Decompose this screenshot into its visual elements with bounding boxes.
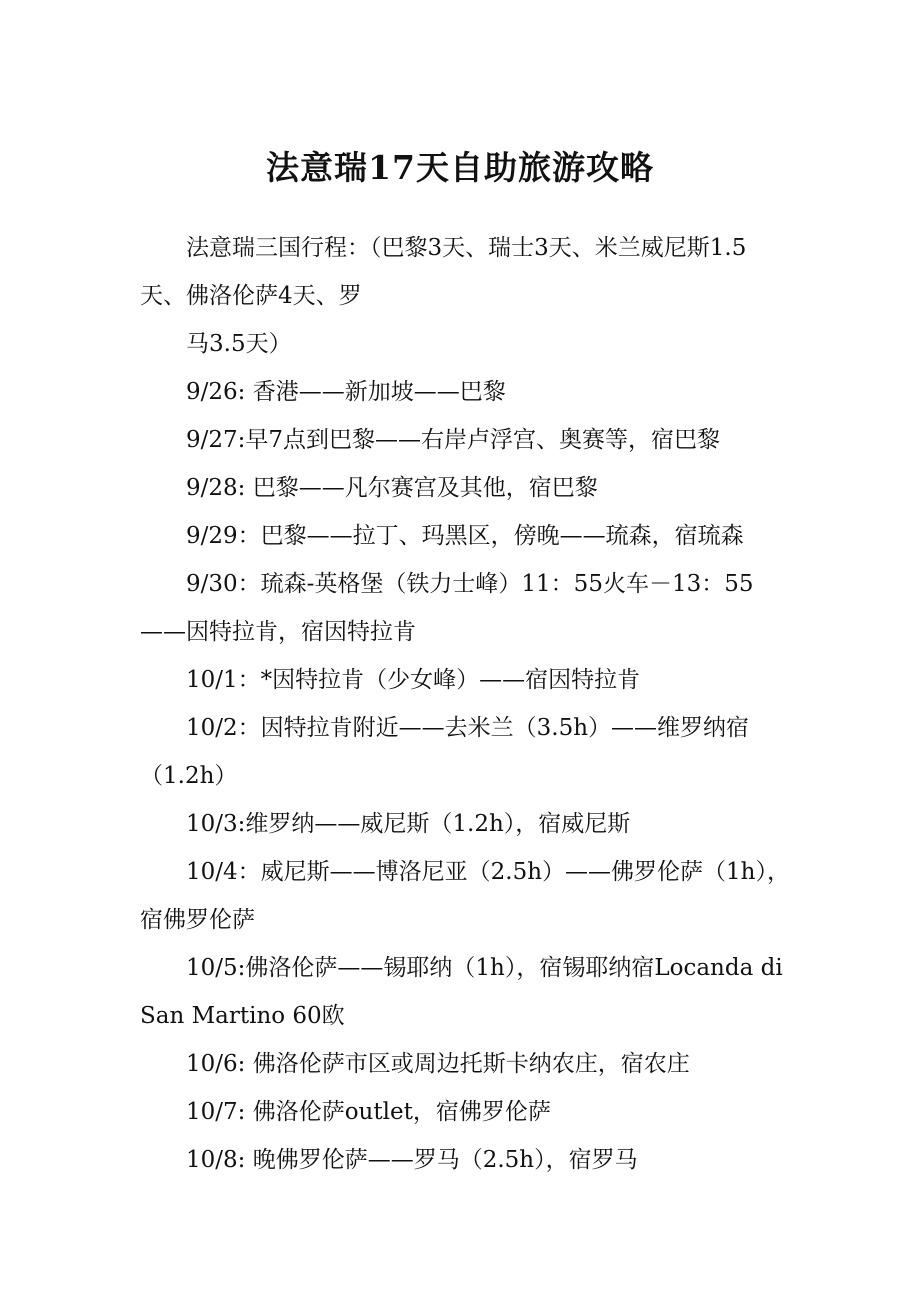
paragraph: 10/6: 佛洛伦萨市区或周边托斯卡纳农庄，宿农庄 xyxy=(186,1051,690,1077)
paragraph: 10/3:维罗纳——威尼斯（1.2h），宿威尼斯 xyxy=(186,811,631,837)
document-title: 法意瑞17天自助旅游攻略 xyxy=(266,148,654,187)
paragraph: 10/7: 佛洛伦萨outlet，宿佛罗伦萨 xyxy=(186,1099,551,1125)
paragraph: 9/29：巴黎——拉丁、玛黑区，傍晚——琉森，宿琉森 xyxy=(186,523,744,549)
paragraph: 9/30：琉森-英格堡（铁力士峰）11：55火车－13：55——因特拉肯，宿因特拉肯 xyxy=(140,571,754,645)
paragraph: 9/28: 巴黎——凡尔赛宫及其他，宿巴黎 xyxy=(186,475,598,501)
paragraph: 10/5:佛洛伦萨——锡耶纳（1h），宿锡耶纳宿Locanda di San Martino 60欧 xyxy=(140,955,783,1029)
paragraph: 马3.5天） xyxy=(186,331,292,357)
paragraph: 9/27:早7点到巴黎——右岸卢浮宫、奥赛等，宿巴黎 xyxy=(186,427,721,453)
paragraph: 10/1：*因特拉肯（少女峰）——宿因特拉肯 xyxy=(186,667,641,693)
paragraph: 10/8: 晚佛罗伦萨——罗马（2.5h），宿罗马 xyxy=(186,1147,638,1173)
paragraph: 法意瑞三国行程：（巴黎3天、瑞士3天、米兰威尼斯1.5天、佛洛伦萨4天、罗 xyxy=(140,235,747,309)
paragraph: 10/4：威尼斯——博洛尼亚（2.5h）——佛罗伦萨（1h），宿佛罗伦萨 xyxy=(140,859,790,933)
paragraph: 9/26: 香港——新加坡——巴黎 xyxy=(186,379,506,405)
document-body xyxy=(140,224,790,1184)
paragraph: 10/2：因特拉肯附近——去米兰（3.5h）——维罗纳宿（1.2h） xyxy=(140,715,750,789)
